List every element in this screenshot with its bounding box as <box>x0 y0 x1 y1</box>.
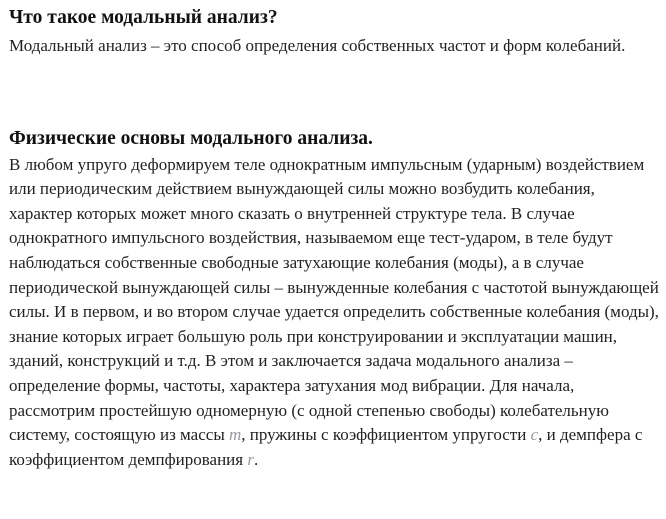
paragraph-text: . <box>253 449 259 469</box>
section-what-is-modal-analysis <box>9 6 661 59</box>
variable-r: r <box>247 449 254 469</box>
section-heading: Физические основы модального анализа. <box>9 127 373 149</box>
paragraph-text: В любом упруго деформируем теле однократным импульсным (ударным) воздействием или периодическим действием вынуждающей силы можно возбудить колебания, характер которых может много сказать о внутренней структуре тела. В случае однократного импульсного воздействия, называемом еще тест-ударом, в теле будут наблюдаться собственные свободные затухающие колебания (моды), а в случае периодической вынуждающей силы – вынужденные колебания с частотой вынуждающей силы. И в первом, и во втором случае удается определить собственные колебания (моды), знание которых играет большую роль при конструировании и эксплуатации машин, зданий, конструкций и т.д. В этом и заключается задача модального анализа – определение формы, частоты, характера затухания мод вибрации. Для начала, рассмотрим простейшую одномерную (с одной степенью свободы) колебательную систему, состоящую из массы <box>9 154 659 445</box>
variable-m: m <box>229 425 242 445</box>
paragraph-text: , пружины с коэффициентом упругости <box>241 425 531 445</box>
section-paragraph: Модальный анализ – это способ определения собственных частот и форм колебаний. <box>9 36 626 55</box>
document-page <box>9 6 661 472</box>
section-physical-basis <box>9 127 661 473</box>
section-paragraph <box>9 153 661 473</box>
paragraph-text: , и демпфера с коэффициентом демпфирования <box>9 425 643 469</box>
section-heading: Что такое модальный анализ? <box>9 7 278 28</box>
variable-c: c <box>530 425 539 445</box>
